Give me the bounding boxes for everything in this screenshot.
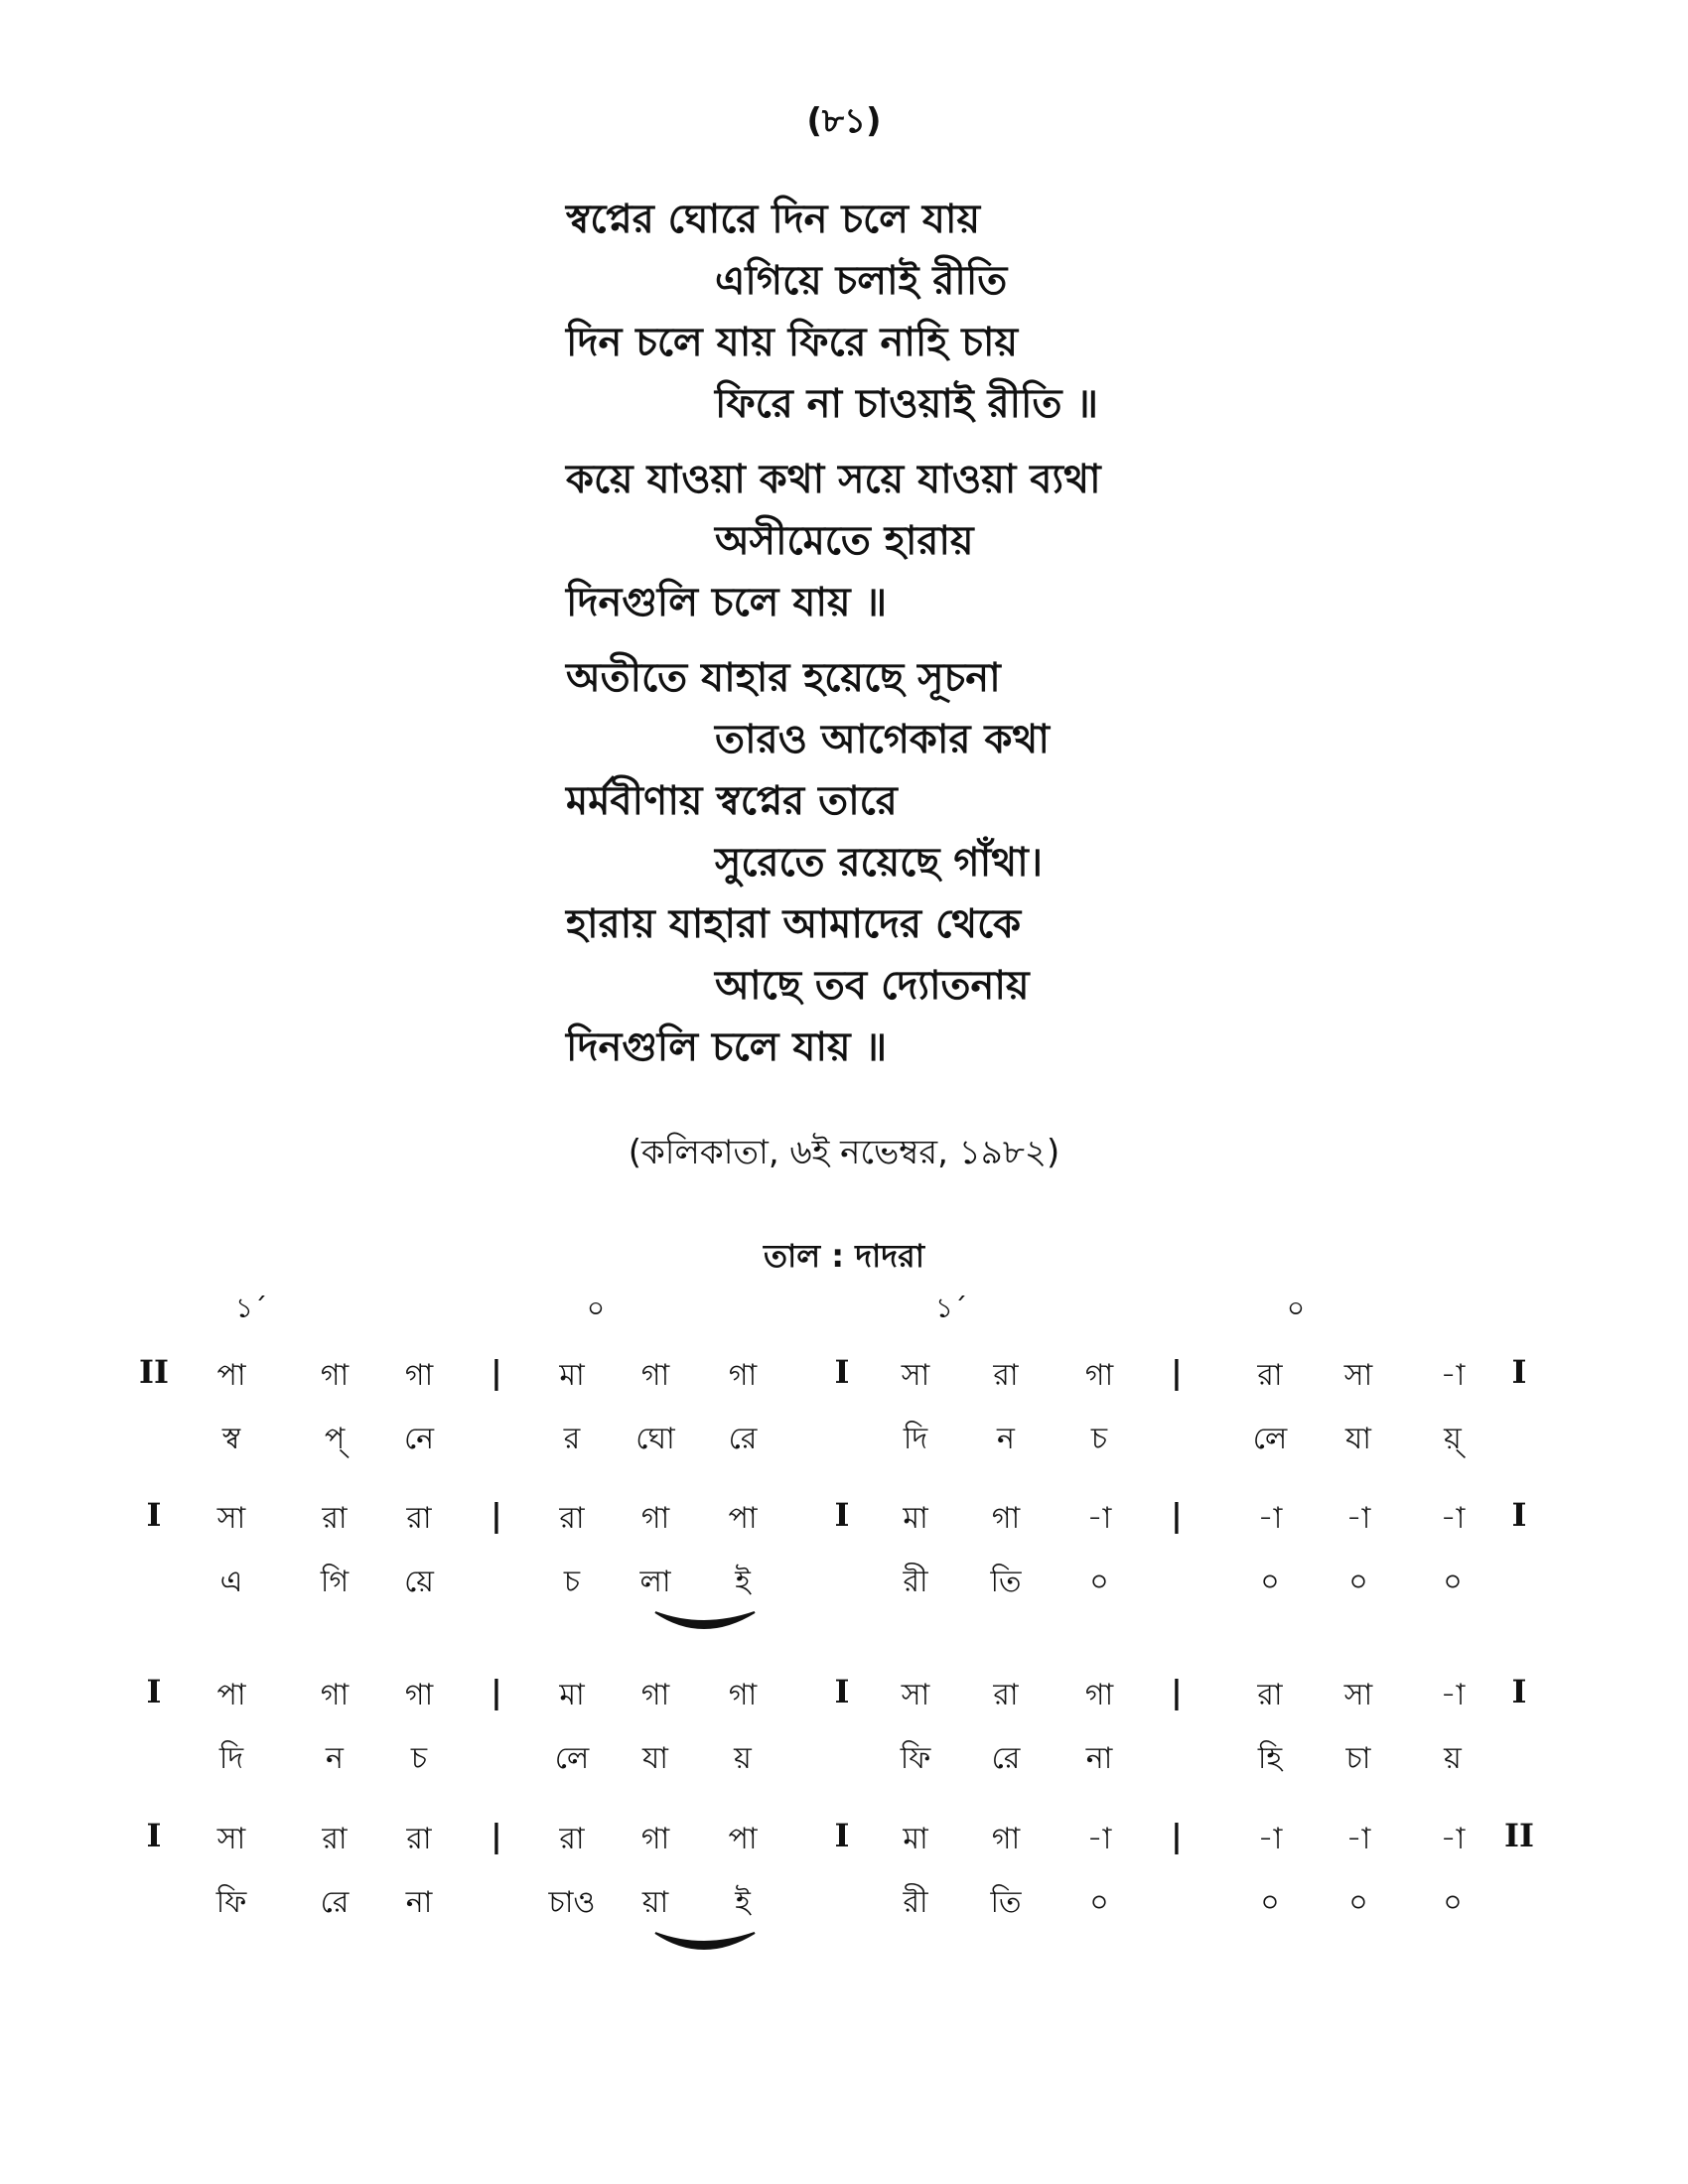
swara-note: -া	[1345, 1501, 1371, 1536]
vibhag-bar: |	[1171, 1353, 1183, 1391]
swara-note: সা	[901, 1678, 930, 1712]
poem-line: কয়ে যাওয়া কথা সয়ে যাওয়া ব্যথা	[566, 457, 1101, 502]
lyric-syllable: যা	[1345, 1422, 1371, 1456]
row-start-bar: I	[146, 1496, 162, 1534]
lyric-syllable: দি	[218, 1741, 244, 1776]
swara-note: গা	[320, 1678, 350, 1712]
swara-note: সা	[216, 1501, 246, 1536]
row-end-bar: I	[1511, 1353, 1527, 1391]
section-bar: I	[834, 1673, 850, 1710]
vibhag-bar: |	[1171, 1817, 1183, 1854]
lyric-syllable: যা	[642, 1741, 668, 1776]
lyric-syllable: হি	[1257, 1741, 1283, 1776]
swara-note: গা	[991, 1501, 1021, 1536]
lyric-syllable: ন	[997, 1422, 1015, 1456]
row-end-bar: II	[1504, 1817, 1534, 1854]
lyric-syllable: ০	[1443, 1565, 1463, 1599]
tala-title: তাল : দাদরা	[764, 1237, 924, 1275]
row-start-bar: I	[146, 1673, 162, 1710]
beat-mark: ০	[1286, 1292, 1306, 1324]
lyric-syllable: য়ে	[404, 1565, 434, 1599]
vibhag-bar: |	[1171, 1673, 1183, 1710]
swara-note: গা	[640, 1501, 670, 1536]
lyric-syllable: না	[1085, 1741, 1113, 1776]
section-bar: I	[834, 1496, 850, 1534]
lyric-syllable: ০	[1260, 1885, 1280, 1920]
swara-note: সা	[1343, 1678, 1373, 1712]
poem-line: দিন চলে যায় ফিরে নাহি চায়	[566, 320, 1019, 365]
swara-note: রা	[1257, 1358, 1283, 1393]
lyric-syllable: তি	[990, 1565, 1022, 1599]
poem-line: আছে তব দ্যোতনায়	[715, 963, 1030, 1009]
lyric-syllable: ০	[1089, 1885, 1109, 1920]
beat-mark: ১´	[934, 1292, 968, 1324]
poem-line: অসীমেতে হারায়	[715, 518, 974, 564]
poem-line: মর্মবীণায় স্বপ্নের তারে	[566, 778, 898, 824]
poem-line: হারায় যাহারা আমাদের থেকে	[566, 901, 1022, 947]
swara-note: গা	[404, 1358, 434, 1393]
slur-arc	[651, 1927, 761, 1967]
lyric-syllable: তি	[990, 1885, 1022, 1920]
beat-mark: ১´	[234, 1292, 268, 1324]
lyric-syllable: লে	[1252, 1422, 1288, 1456]
swara-note: মা	[559, 1678, 585, 1712]
swara-note: গা	[404, 1678, 434, 1712]
lyric-syllable: চাও	[548, 1885, 596, 1920]
swara-note: সা	[901, 1358, 930, 1393]
lyric-syllable: রে	[991, 1741, 1021, 1776]
lyric-syllable: চ	[410, 1741, 428, 1776]
poem-line: এগিয়ে চলাই রীতি	[715, 258, 1008, 304]
lyric-syllable: প্	[324, 1422, 346, 1456]
row-end-bar: I	[1511, 1496, 1527, 1534]
swara-note: -া	[1257, 1822, 1283, 1856]
poem-line: স্বপ্নের ঘোরে দিন চলে যায়	[566, 197, 981, 242]
swara-note: সা	[216, 1822, 246, 1856]
lyric-syllable: ফি	[215, 1885, 247, 1920]
vibhag-bar: |	[491, 1673, 502, 1710]
lyric-syllable: য়্	[1444, 1422, 1462, 1456]
swara-note: গা	[1084, 1358, 1114, 1393]
lyric-syllable: য়	[734, 1741, 752, 1776]
swara-note: গা	[640, 1678, 670, 1712]
swara-note: রা	[559, 1822, 585, 1856]
lyric-syllable: ন	[326, 1741, 344, 1776]
lyric-syllable: নে	[403, 1422, 435, 1456]
swara-note: রা	[993, 1678, 1019, 1712]
lyric-syllable: রে	[320, 1885, 350, 1920]
swara-note: -া	[1440, 1822, 1466, 1856]
swara-note: -া	[1257, 1501, 1283, 1536]
swara-note: গা	[728, 1678, 758, 1712]
swara-note: রা	[406, 1822, 432, 1856]
lyric-syllable: এ	[219, 1565, 243, 1599]
poem-line: দিনগুলি চলে যায় ॥	[566, 1024, 888, 1070]
swara-note: পা	[728, 1822, 758, 1856]
lyric-syllable: ০	[1089, 1565, 1109, 1599]
lyric-syllable: ই	[735, 1565, 751, 1599]
swara-note: -া	[1086, 1822, 1112, 1856]
swara-note: -া	[1086, 1501, 1112, 1536]
section-bar: I	[834, 1353, 850, 1391]
slur-arc	[651, 1606, 761, 1646]
swara-note: গা	[991, 1822, 1021, 1856]
swara-note: রা	[1257, 1678, 1283, 1712]
poem-line: সুরেতে রয়েছে গাঁথা।	[715, 840, 1044, 886]
page-number: (৮১)	[806, 101, 882, 141]
date-note: (কলিকাতা, ৬ই নভেম্বর, ১৯৮২)	[628, 1133, 1060, 1172]
vibhag-bar: |	[491, 1817, 502, 1854]
swara-note: পা	[728, 1501, 758, 1536]
lyric-syllable: স্ব	[221, 1422, 241, 1456]
row-start-bar: II	[139, 1353, 169, 1391]
swara-note: -া	[1345, 1822, 1371, 1856]
lyric-syllable: রী	[903, 1565, 928, 1599]
swara-note: গা	[640, 1822, 670, 1856]
lyric-syllable: লা	[639, 1565, 671, 1599]
swara-note: মা	[559, 1358, 585, 1393]
lyric-syllable: না	[405, 1885, 433, 1920]
lyric-syllable: ০	[1260, 1565, 1280, 1599]
lyric-syllable: রী	[903, 1885, 928, 1920]
lyric-syllable: চ	[563, 1565, 581, 1599]
swara-note: রা	[322, 1501, 348, 1536]
swara-note: গা	[320, 1358, 350, 1393]
swara-note: গা	[1084, 1678, 1114, 1712]
lyric-syllable: য়	[1444, 1741, 1462, 1776]
row-end-bar: I	[1511, 1673, 1527, 1710]
swara-note: মা	[903, 1822, 928, 1856]
swara-note: গা	[640, 1358, 670, 1393]
swara-note: -া	[1440, 1358, 1466, 1393]
swara-note: -া	[1440, 1501, 1466, 1536]
beat-mark: ০	[586, 1292, 606, 1324]
row-start-bar: I	[146, 1817, 162, 1854]
poem-line: তারও আগেকার কথা	[715, 717, 1050, 762]
poem-line: দিনগুলি চলে যায় ॥	[566, 580, 888, 625]
vibhag-bar: |	[491, 1353, 502, 1391]
lyric-syllable: ই	[735, 1885, 751, 1920]
lyric-syllable: চ	[1090, 1422, 1108, 1456]
lyric-syllable: য়া	[641, 1885, 669, 1920]
swara-note: গা	[728, 1358, 758, 1393]
swara-note: পা	[216, 1678, 246, 1712]
lyric-syllable: ফি	[900, 1741, 931, 1776]
lyric-syllable: র	[563, 1422, 581, 1456]
swara-note: রা	[559, 1501, 585, 1536]
swara-note: রা	[993, 1358, 1019, 1393]
swara-note: সা	[1343, 1358, 1373, 1393]
vibhag-bar: |	[491, 1496, 502, 1534]
swara-note: মা	[903, 1501, 928, 1536]
lyric-syllable: ০	[1348, 1885, 1368, 1920]
section-bar: I	[834, 1817, 850, 1854]
lyric-syllable: ০	[1348, 1565, 1368, 1599]
swara-note: রা	[406, 1501, 432, 1536]
swara-note: -া	[1440, 1678, 1466, 1712]
lyric-syllable: দি	[903, 1422, 928, 1456]
lyric-syllable: ঘো	[635, 1422, 675, 1456]
lyric-syllable: চা	[1345, 1741, 1371, 1776]
lyric-syllable: লে	[554, 1741, 590, 1776]
vibhag-bar: |	[1171, 1496, 1183, 1534]
poem-line: অতীতে যাহার হয়েছে সূচনা	[566, 655, 1001, 701]
swara-note: পা	[216, 1358, 246, 1393]
lyric-syllable: গি	[320, 1565, 350, 1599]
lyric-syllable: ০	[1443, 1885, 1463, 1920]
lyric-syllable: রে	[728, 1422, 758, 1456]
swara-note: রা	[322, 1822, 348, 1856]
poem-line: ফিরে না চাওয়াই রীতি ॥	[715, 381, 1099, 427]
